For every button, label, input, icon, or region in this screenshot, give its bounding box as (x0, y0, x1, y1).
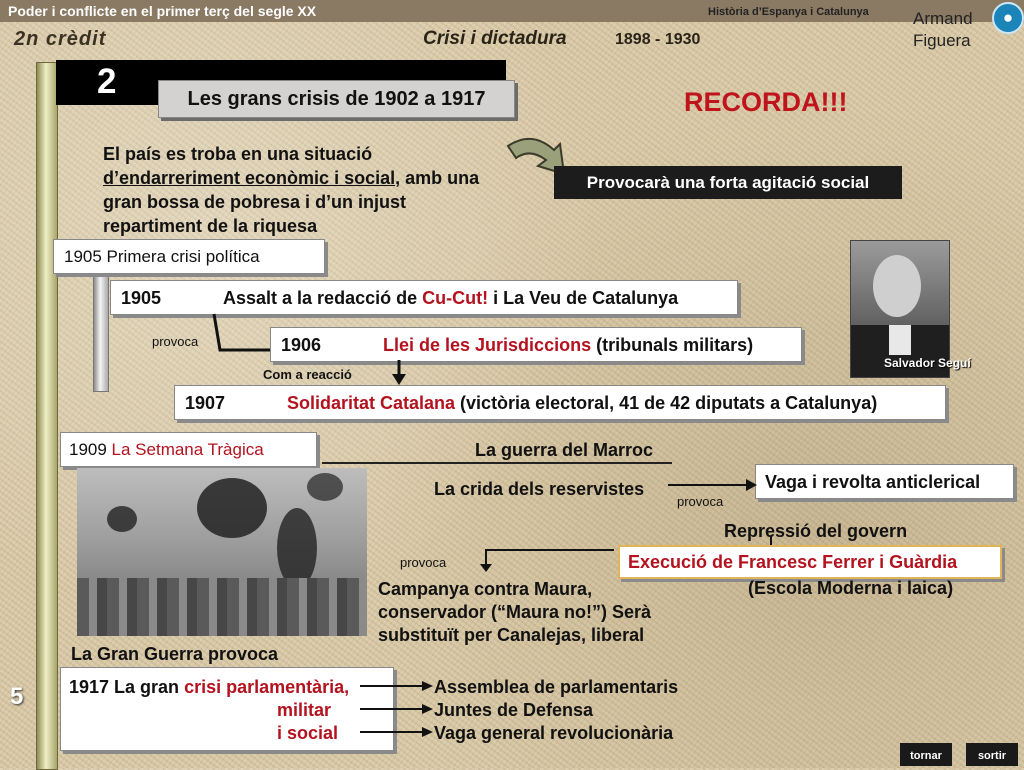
smoke-cloud (107, 506, 137, 532)
event-1905-box (110, 280, 738, 315)
back-button[interactable]: tornar (900, 743, 952, 766)
result-arrows-icon (360, 678, 434, 738)
presentation-title: Poder i conflicte en el primer terç del segle XX (8, 3, 317, 19)
credit-label: 2n crèdit (14, 28, 107, 50)
result-assemblea: Assemblea de parlamentaris (434, 677, 679, 697)
campanya-maura (378, 578, 651, 647)
event-1906-post: (tribunals militars) (591, 335, 754, 355)
globe-logo-icon[interactable]: ● (992, 2, 1024, 34)
portrait-collar (889, 325, 911, 355)
guerra-marroc: La guerra del Marroc (475, 440, 654, 460)
intro-line-2-rest: , amb una (395, 168, 480, 188)
crisis-1917-militar: militar (277, 700, 332, 720)
event-1906-box (270, 327, 802, 362)
event-1907-post: (victòria electoral, 41 de 42 diputats a Catalunya) (455, 393, 878, 413)
crisis-1917-text (69, 677, 349, 698)
event-1907-box (174, 385, 946, 420)
recorda-heading: RECORDA!!! (684, 87, 848, 117)
section-number: 2 (97, 62, 117, 101)
event-1907-text (287, 393, 877, 414)
left-pillar (36, 62, 58, 770)
event-1905-year: 1905 (121, 288, 162, 308)
smoke-cloud (307, 473, 343, 501)
unit-title: Crisi i dictadura (423, 28, 567, 49)
setmana-year: 1909 (69, 440, 112, 459)
provoca-label-3: provoca (400, 555, 447, 570)
event-1905-red: Cu-Cut! (422, 288, 489, 308)
bracket-arrow-icon (210, 312, 274, 356)
result-vaga-general: Vaga general revolucionària (434, 723, 674, 743)
intro-paragraph (103, 142, 533, 238)
campanya-line-1: Campanya contra Maura, (378, 579, 593, 599)
timeline-pillar (93, 268, 109, 392)
event-1906-year: 1906 (281, 335, 322, 355)
intro-line-1: El país es troba en una situació (103, 144, 373, 164)
results-list (434, 676, 678, 745)
intro-line-3: gran bossa de pobresa i d’un injust (103, 192, 407, 212)
unit-years: 1898 - 1930 (615, 31, 701, 48)
intro-line-4: repartiment de la riquesa (103, 216, 318, 236)
event-1907-red: Solidaritat Catalana (287, 393, 456, 413)
provoca-label-1: provoca (152, 334, 199, 349)
crisis-1917-social: i social (277, 723, 339, 743)
campanya-line-3: substituït per Canalejas, liberal (378, 625, 645, 645)
exit-button[interactable]: sortir (966, 743, 1018, 766)
city-buildings (77, 578, 367, 636)
crida-reservistes: La crida dels reservistes (434, 479, 645, 499)
page-number: 5 (10, 683, 24, 710)
setmana-box (60, 432, 317, 467)
section-title: Les grans crisis de 1902 a 1917 (158, 80, 515, 118)
reaccio-label: Com a reacció (263, 367, 352, 382)
down-arrow-icon (391, 360, 407, 386)
crisis-1905-label: 1905 Primera crisi política (64, 247, 260, 266)
crisis-1917-pre: 1917 La gran (69, 677, 185, 697)
event-1906-red: Llei de les Jurisdiccions (383, 335, 592, 355)
author-last-name: Figuera (913, 31, 971, 50)
intro-line-2 (103, 166, 533, 190)
setmana-text (69, 440, 264, 460)
event-1905-pre: Assalt a la redacció de (223, 288, 423, 308)
vaga-label: Vaga i revolta anticlerical (765, 472, 981, 492)
setmana-red: La Setmana Tràgica (111, 440, 264, 459)
crisis-1917-box (60, 667, 394, 751)
vaga-box (755, 464, 1014, 499)
campanya-line-2: conservador (“Maura no!”) Serà (378, 602, 652, 622)
subject-label: Història d’Espanya i Catalunya (708, 6, 869, 18)
city-photo (77, 468, 367, 636)
event-1905-post: i La Veu de Catalunya (488, 288, 679, 308)
agitacio-box: Provocarà una forta agitació social (554, 166, 902, 199)
ferrer-box (618, 545, 1002, 579)
provoca-label-2: provoca (677, 494, 724, 509)
portrait-face (873, 255, 921, 317)
event-1905-text (223, 288, 678, 309)
escola-moderna: (Escola Moderna i laica) (748, 578, 954, 598)
result-juntes: Juntes de Defensa (434, 700, 594, 720)
right-arrow-icon (668, 478, 758, 492)
crisis-1917-parlamentaria: crisi parlamentària, (184, 677, 350, 697)
event-1907-year: 1907 (185, 393, 226, 413)
ferrer-label: Execució de Francesc Ferrer i Guàrdia (628, 552, 958, 572)
repressio-govern: Repressió del govern (724, 521, 908, 541)
smoke-cloud (277, 508, 317, 588)
photo-caption: Salvador Seguí (884, 356, 971, 370)
author-first-name: Armand (913, 9, 973, 28)
event-1906-text (383, 335, 753, 356)
guerra-underline (322, 462, 672, 464)
intro-underlined: d’endarreriment econòmic i social (103, 168, 396, 188)
left-arrow-icon (476, 546, 616, 572)
smoke-cloud (197, 478, 267, 538)
gran-guerra-label: La Gran Guerra provoca (71, 644, 279, 664)
crisis-1905-box (53, 239, 325, 274)
